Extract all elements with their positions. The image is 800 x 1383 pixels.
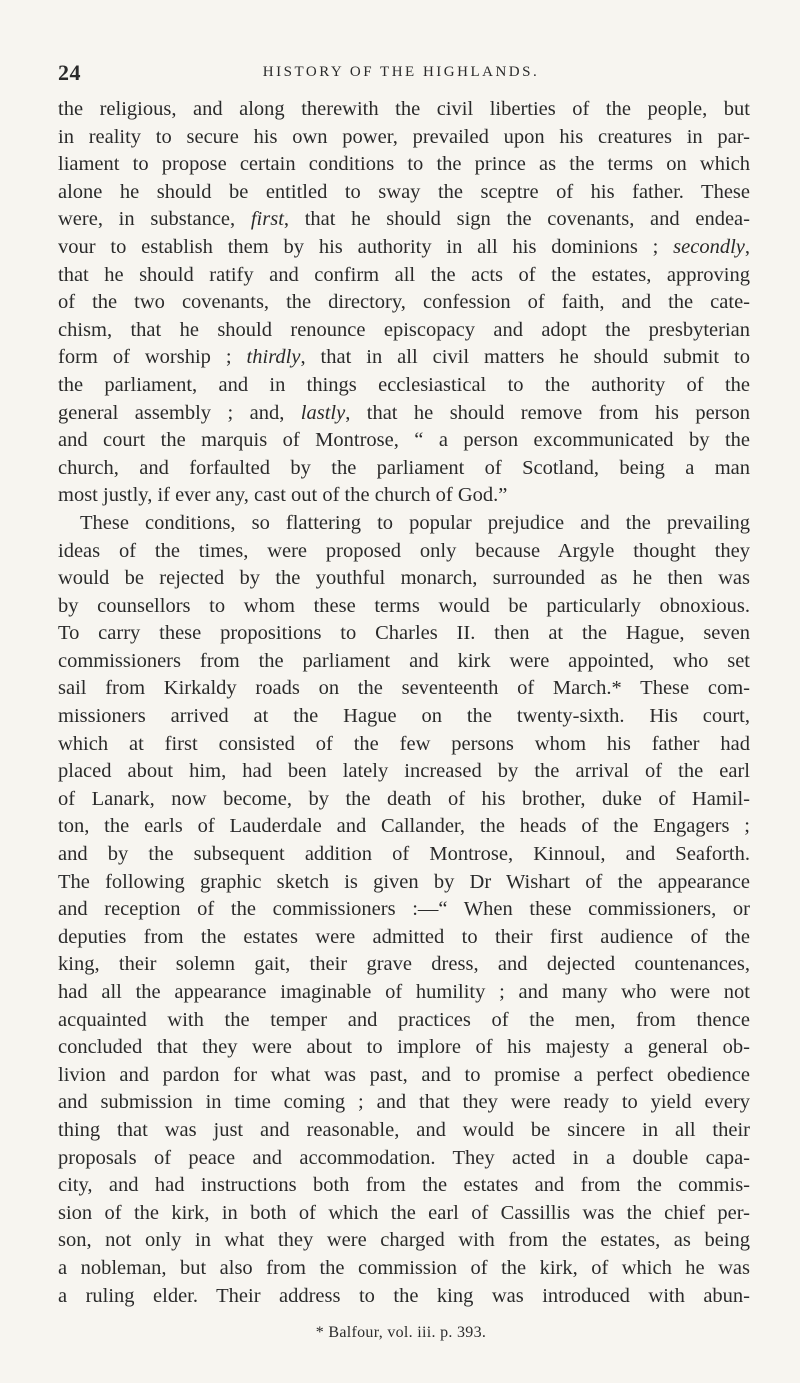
text-line: a nobleman, but also from the commission of the kirk, of which he was [58,1256,750,1279]
text-line: livion and pardon for what was past, and to promise a perfect obedience [58,1063,750,1086]
text-line: and court the marquis of Montrose, “ a person excommunicated by the [58,429,750,452]
text-line: and submission in time coming ; and that they were ready to yield every [58,1091,750,1114]
text-line: son, not only in what they were charged with from the estates, as being [58,1229,750,1252]
text-line: had all the appearance imaginable of humility ; and many who were not [58,981,750,1003]
text-line: chism, that he should renounce episcopacy and adopt the presbyterian [58,318,750,341]
text-line: vour to establish them by his authority in all his dominions ; secondly, [58,235,750,258]
text-line: the parliament, and in things ecclesiastical to the authority of the [58,373,750,396]
page-number: 24 [58,60,81,85]
body-text [58,96,750,1310]
text-line: city, and had instructions both from the estates and from the commis- [58,1174,750,1197]
text-line: commissioners from the parliament and kirk were appointed, who set [58,649,750,672]
text-line: the religious, and along therewith the civil liberties of the people, but [58,98,750,120]
text-line: and reception of the commissioners :—“ When these commissioners, or [58,898,750,921]
text-line: most justly, if ever any, cast out of the church of God.” [58,484,508,507]
text-line: liament to propose certain conditions to the prince as the terms on which [58,153,750,176]
text-line: deputies from the estates were admitted to their first audience of the [58,925,750,948]
text-line: The following graphic sketch is given by Dr Wishart of the appearance [58,870,750,893]
text-line: of the two covenants, the directory, confession of faith, and the cate- [58,291,750,314]
text-line: by counsellors to whom these terms would be particularly obnoxious. [58,594,750,617]
text-line: proposals of peace and accommodation. They acted in a double capa- [58,1146,750,1169]
text-line: To carry these propositions to Charles II. then at the Hague, seven [58,622,750,645]
text-line: that he should ratify and confirm all the acts of the estates, approving [58,263,750,286]
text-line: which at first consisted of the few persons whom his father had [58,732,750,755]
text-line: acquainted with the temper and practices of the men, from thence [58,1008,750,1031]
text-line: alone he should be entitled to sway the sceptre of his father. These [58,180,750,203]
text-line: a ruling elder. Their address to the king was introduced with abun- [58,1284,750,1307]
text-line: general assembly ; and, lastly, that he should remove from his person [58,401,750,424]
text-line: sion of the kirk, in both of which the earl of Cassillis was the chief per- [58,1201,750,1224]
text-line: were, in substance, first, that he should sign the covenants, and endea- [58,208,750,231]
text-line: would be rejected by the youthful monarch, surrounded as he then was [58,567,750,590]
text-line: church, and forfaulted by the parliament of Scotland, being a man [58,456,750,479]
text-line: thing that was just and reasonable, and would be sincere in all their [58,1118,750,1141]
text-line: king, their solemn gait, their grave dress, and dejected countenances, [58,953,750,976]
text-line: concluded that they were about to implore of his majesty a general ob- [58,1036,750,1059]
footnote: * Balfour, vol. iii. p. 393. [315,1324,487,1342]
running-title: HISTORY OF THE HIGHLANDS. [262,64,540,80]
text-line: sail from Kirkaldy roads on the seventeenth of March.* These com- [58,677,750,700]
text-line: form of worship ; thirdly, that in all civil matters he should submit to [58,346,750,369]
running-header [50,50,752,86]
text-line: missioners arrived at the Hague on the twenty-sixth. His court, [58,705,750,728]
text-line: ton, the earls of Lauderdale and Callander, the heads of the Engagers ; [58,815,750,838]
text-line: and by the subsequent addition of Montrose, Kinnoul, and Seaforth. [58,843,750,866]
text-line: of Lanark, now become, by the death of his brother, duke of Hamil- [58,787,750,810]
text-line: in reality to secure his own power, prevailed upon his creatures in par- [58,125,750,148]
text-line: ideas of the times, were proposed only because Argyle thought they [58,539,750,562]
text-line: These conditions, so flattering to popular prejudice and the prevailing [80,511,750,534]
text-line: placed about him, had been lately increased by the arrival of the earl [58,760,750,783]
